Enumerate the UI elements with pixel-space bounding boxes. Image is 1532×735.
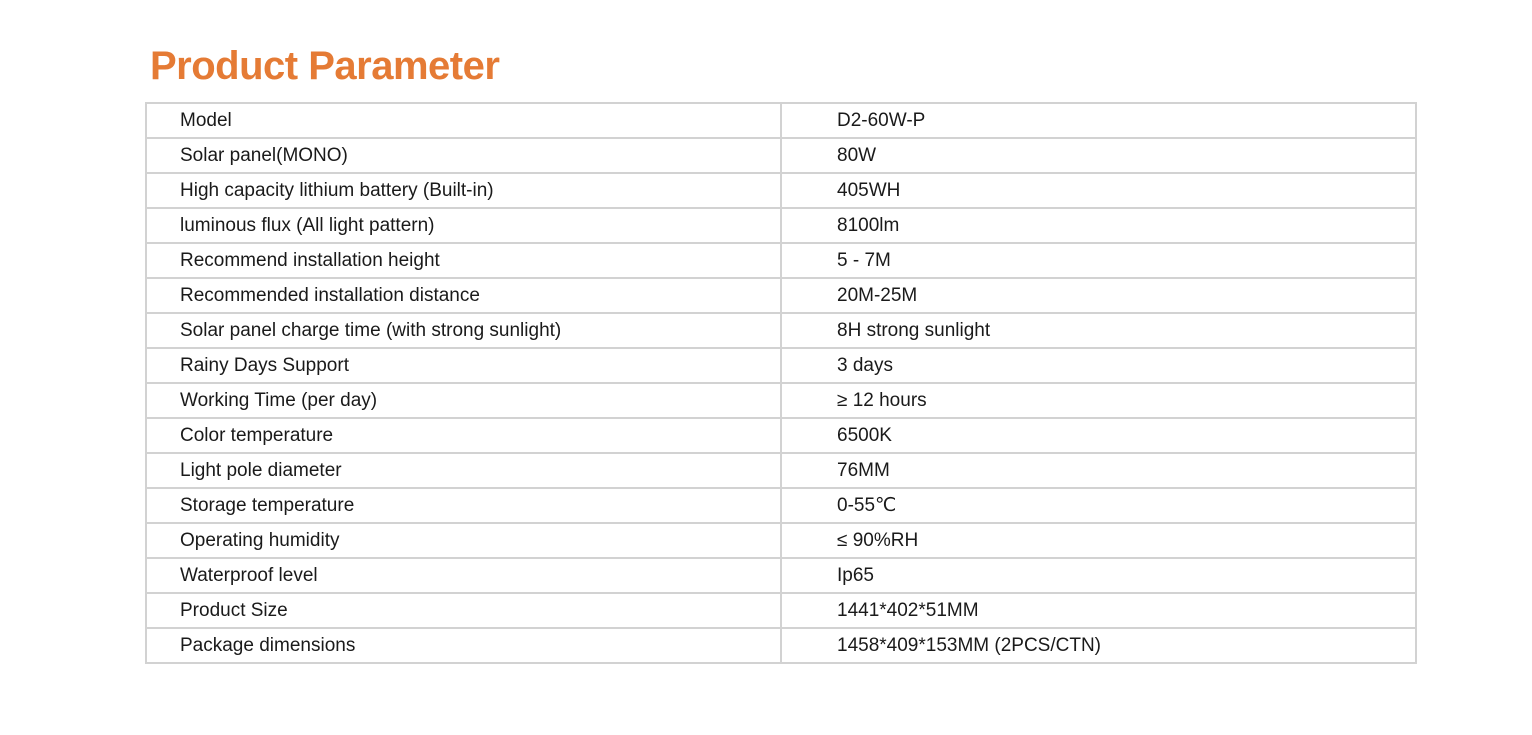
spec-label: Recommended installation distance (146, 278, 781, 313)
spec-row (146, 593, 1416, 628)
spec-value: 3 days (781, 348, 1416, 383)
spec-label: Color temperature (146, 418, 781, 453)
spec-label: Operating humidity (146, 523, 781, 558)
spec-label: Waterproof level (146, 558, 781, 593)
spec-value: 5 - 7M (781, 243, 1416, 278)
spec-row (146, 173, 1416, 208)
spec-row (146, 208, 1416, 243)
spec-label: Solar panel(MONO) (146, 138, 781, 173)
spec-value: ≤ 90%RH (781, 523, 1416, 558)
spec-label: Light pole diameter (146, 453, 781, 488)
spec-row (146, 523, 1416, 558)
spec-value: 1441*402*51MM (781, 593, 1416, 628)
spec-row (146, 558, 1416, 593)
spec-label: High capacity lithium battery (Built-in) (146, 173, 781, 208)
spec-value: 76MM (781, 453, 1416, 488)
spec-label: Rainy Days Support (146, 348, 781, 383)
spec-label: Working Time (per day) (146, 383, 781, 418)
spec-value: Ip65 (781, 558, 1416, 593)
spec-row (146, 418, 1416, 453)
spec-label: Solar panel charge time (with strong sunlight) (146, 313, 781, 348)
spec-label: luminous flux (All light pattern) (146, 208, 781, 243)
spec-row (146, 348, 1416, 383)
spec-value: 20M-25M (781, 278, 1416, 313)
spec-value: D2-60W-P (781, 103, 1416, 138)
spec-value: 1458*409*153MM (2PCS/CTN) (781, 628, 1416, 663)
spec-value: ≥ 12 hours (781, 383, 1416, 418)
spec-value: 405WH (781, 173, 1416, 208)
spec-value: 8100lm (781, 208, 1416, 243)
page-title: Product Parameter (150, 44, 500, 88)
spec-label: Package dimensions (146, 628, 781, 663)
spec-table (145, 102, 1417, 664)
spec-row (146, 138, 1416, 173)
spec-row (146, 243, 1416, 278)
spec-label: Model (146, 103, 781, 138)
spec-row (146, 313, 1416, 348)
spec-table-body (146, 103, 1416, 663)
spec-row (146, 278, 1416, 313)
spec-label: Product Size (146, 593, 781, 628)
spec-value: 8H strong sunlight (781, 313, 1416, 348)
spec-value: 6500K (781, 418, 1416, 453)
spec-row (146, 628, 1416, 663)
spec-row (146, 453, 1416, 488)
spec-label: Recommend installation height (146, 243, 781, 278)
spec-row (146, 488, 1416, 523)
spec-label: Storage temperature (146, 488, 781, 523)
spec-value: 0-55℃ (781, 488, 1416, 523)
spec-row (146, 383, 1416, 418)
spec-row (146, 103, 1416, 138)
spec-value: 80W (781, 138, 1416, 173)
